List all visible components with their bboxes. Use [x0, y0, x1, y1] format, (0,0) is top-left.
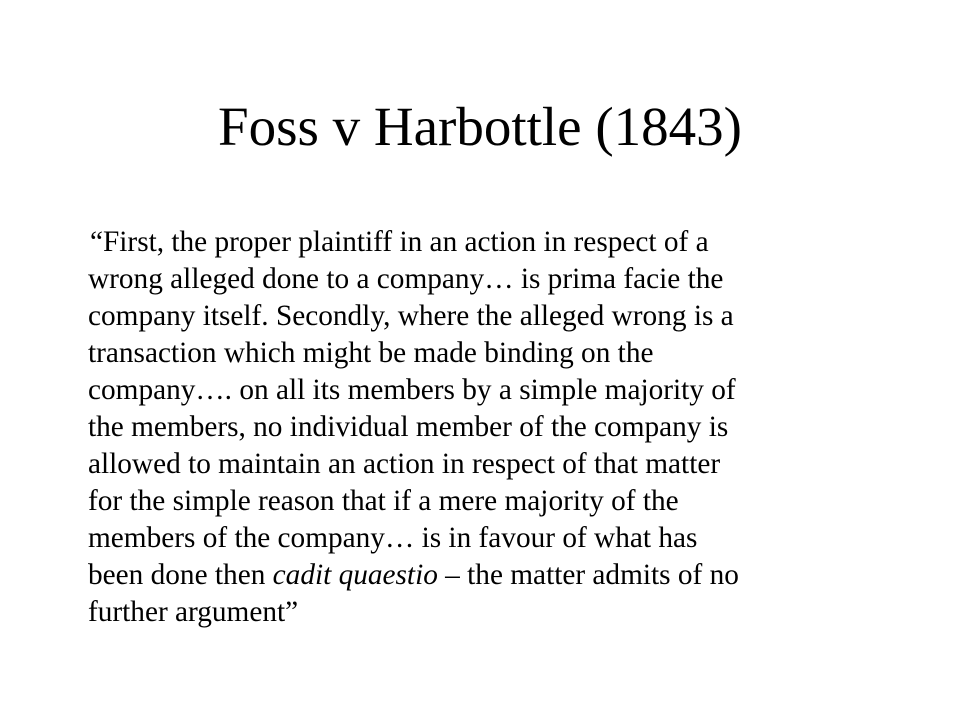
quote-line: for the simple reason that if a mere majority of the	[88, 485, 679, 517]
quote-line: the members, no individual member of the company is	[88, 411, 729, 443]
quote-text-segment: been done then	[88, 559, 273, 591]
quote-line: members of the company… is in favour of what has	[88, 522, 698, 554]
latin-phrase: cadit quaestio	[272, 559, 438, 591]
quote-text	[88, 224, 928, 631]
quote-line: transaction which might be made binding on the	[88, 337, 654, 369]
quote-line: further argument”	[88, 596, 299, 628]
quote-line: company itself. Secondly, where the alleged wrong is a	[88, 300, 734, 332]
quote-line: wrong alleged done to a company… is prima facie the	[88, 263, 724, 295]
quote-line: allowed to maintain an action in respect of that matter	[88, 448, 721, 480]
quote-text-segment: – the matter admits of no	[437, 559, 739, 591]
slide-title: Foss v Harbottle (1843)	[218, 96, 742, 157]
quote-line: company…. on all its members by a simple majority of	[88, 374, 736, 406]
quote-line-latin	[88, 557, 928, 594]
quote-line: “First, the proper plaintiff in an action in respect of a	[90, 226, 709, 258]
